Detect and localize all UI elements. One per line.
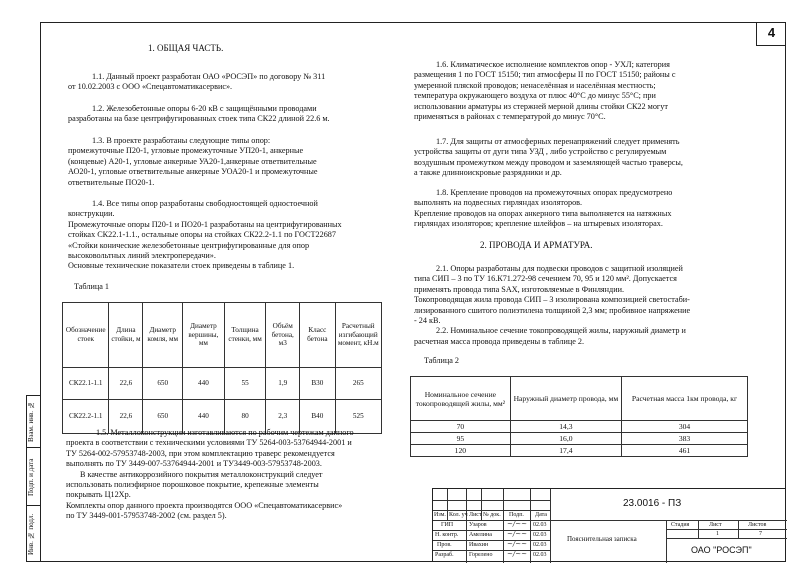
table1-header: Диаметр комля, мм xyxy=(143,303,183,368)
table1-header: Расчетный изгибающий момент, кН.м xyxy=(335,303,381,368)
table1-cell: 440 xyxy=(183,368,225,400)
stamp-date: 02.03 xyxy=(533,542,547,548)
signature: ~/~~ xyxy=(507,540,527,548)
stamp-col-header: Кол. уч xyxy=(449,512,468,518)
signature: ~/~~ xyxy=(507,530,527,538)
signature: ~/~~ xyxy=(507,520,527,528)
table1-cell: 55 xyxy=(224,368,266,400)
stamp-name: Узаров xyxy=(469,522,487,528)
table-row xyxy=(411,445,748,457)
para-1-5-block xyxy=(66,428,416,522)
para-2-1c: применять провода типа SAX, изготовляемые в Финляндии. xyxy=(414,284,625,294)
para-1-8d: гирляндах изоляторов; крепление шлейфов – на штыревых изоляторах. xyxy=(414,219,663,229)
table1-cell: В40 xyxy=(300,400,335,434)
table-row xyxy=(63,368,382,400)
para-1-8b: выполнять на подвесных гирляндах изоляторов. xyxy=(414,198,583,208)
stamp-role: Разраб. xyxy=(435,552,454,558)
section-2-heading: 2. ПРОВОДА И АРМАТУРА. xyxy=(480,240,593,250)
left-text-block xyxy=(68,72,408,93)
para-2-1e: лизированного сшитого полиэтилена толщиной 2,3 мм; пробивное напряжение xyxy=(414,305,691,315)
para-1-2b: разработаны на базе центрифугированных стоек типа СК22 длиной 22.6 м. xyxy=(68,114,330,124)
stamp-name: Горелено xyxy=(469,552,493,558)
table2-cell: 70 xyxy=(411,421,511,433)
table1-cell: 525 xyxy=(335,400,381,434)
table-row xyxy=(411,433,748,445)
stamp-col-header: № док. xyxy=(483,512,501,518)
stamp-col-header: Дата xyxy=(535,512,547,518)
para-1-3d: АО20-1, угловые ответвительные анкерные УОА20-1 и промежуточные xyxy=(68,167,318,177)
table1-header: Класс бетона xyxy=(300,303,335,368)
table-row xyxy=(411,421,748,433)
para-1-4g: Основные технические показатели стоек приведены в таблице 1. xyxy=(68,261,295,271)
para-2-2b: расчетная масса провода приведены в таблице 2. xyxy=(414,336,585,346)
table2-cell: 14,3 xyxy=(510,421,621,433)
para-1-1b: от 10.02.2003 с ООО «Спецавтоматикасервис». xyxy=(68,82,233,92)
para-1-3a: 1.3. В проекте разработаны следующие типы опор: xyxy=(92,136,271,145)
para-1-8c: Крепление проводов на опорах анкерного типа выполняется на натяжных xyxy=(414,208,672,218)
para-1-8-block xyxy=(414,188,754,230)
table1-cell: 265 xyxy=(335,368,381,400)
side-stamp xyxy=(26,395,40,562)
para-1-5i: по ТУ 3449-001-57953748-2002 (см. раздел 5). xyxy=(66,511,227,521)
table1-cell: 440 xyxy=(183,400,225,434)
stamp-col-header: Лист xyxy=(469,512,482,518)
table2-cell: 17,4 xyxy=(510,445,621,457)
table1-cell: 80 xyxy=(224,400,266,434)
table2-header-row xyxy=(411,377,748,421)
table1-cell: СК22.1-1.1 xyxy=(63,368,109,400)
table2-cell: 95 xyxy=(411,433,511,445)
para-1-7b: устройства защиты от дуги типа УЗД , либо устройство с регулируемым xyxy=(414,147,667,157)
table2-header: Номинальное сечение токопроводящей жилы, мм² xyxy=(411,377,511,421)
table1-cell: 650 xyxy=(143,368,183,400)
para-1-6e: использовании арматуры из стержней мерной длины стойки СК22 могут xyxy=(414,101,668,111)
para-1-3-block xyxy=(68,136,408,188)
para-1-5e: В качестве антикоррозийного покрытия металлоконструкций следует xyxy=(80,469,323,479)
stamp-col-header: Изм. xyxy=(434,512,446,518)
para-1-4f: высоковольтных линий электропередачи». xyxy=(68,251,216,261)
para-1-5f: использовать полиэфирное порошковое покрытие, крепежные элементы xyxy=(66,480,319,490)
table-1 xyxy=(62,302,382,434)
table2-cell: 16,0 xyxy=(510,433,621,445)
para-1-7c: воздушным промежутком между проводом и заземляющей частью траверсы, xyxy=(414,157,683,167)
table1-header: Объём бетона, м3 xyxy=(266,303,300,368)
para-1-6a: 1.6. Климатическое исполнение комплектов опор - УХЛ; категория xyxy=(436,60,670,69)
table2-caption: Таблица 2 xyxy=(424,356,460,365)
para-1-8a: 1.8. Крепление проводов на промежуточных опорах предусмотрено xyxy=(436,188,673,197)
para-1-6d: температура окружающего воздуха от плюс 40°С до минус 55°С; при xyxy=(414,91,656,101)
para-1-7d: а также длинноискровые разрядники и др. xyxy=(414,168,562,178)
side-label-signature: Подп. и дата xyxy=(27,458,35,496)
stamp-name: Амелина xyxy=(469,532,492,538)
para-1-3e: ответвительные ПО20-1. xyxy=(68,177,155,187)
stamp-date: 02.03 xyxy=(533,532,547,538)
para-1-4e: «Стойки конические железобетонные центрифугированные для опор xyxy=(68,240,310,250)
para-1-6c: умеренной пляской проводов; ненаселённая и населённая местность; xyxy=(414,80,656,90)
table1-cell: 1,9 xyxy=(266,368,300,400)
table1-cell: 22,6 xyxy=(109,368,143,400)
stamp-name: Ивахин xyxy=(469,542,489,548)
para-1-6f: применяться в районах с температурой до минус 70°С. xyxy=(414,112,606,122)
table1-header-row xyxy=(63,303,382,368)
table1-cell: 22,6 xyxy=(109,400,143,434)
para-1-5a: 1.5. Металлоконструкции изготавливаются по рабочим чертежам данного xyxy=(96,428,354,437)
stage-label: Стадия xyxy=(671,522,690,528)
table1-header: Толщина стенки, мм xyxy=(224,303,266,368)
para-1-3c: (концевые) А20-1, угловые анкерные УА20-1,анкерные ответвительные xyxy=(68,156,317,166)
sheet-label: Лист xyxy=(709,522,722,528)
title-block xyxy=(432,488,786,562)
para-1-5d: выполнять по ТУ 3449-007-53764944-2001 и ТУ3449-003-57953748-2003. xyxy=(66,459,322,469)
para-2-1a: 2.1. Опоры разработаны для подвески проводов с защитной изоляцией xyxy=(436,264,683,273)
para-1-4c: Промежуточные опоры П20-1 и ПО20-1 разработаны на центрифугированных xyxy=(68,219,342,229)
side-label-replace: Взам. инв. № xyxy=(27,401,35,443)
para-2-1d: Токопроводящая жила провода СИП – 3 изолирована композицией светостаби- xyxy=(414,295,690,305)
para-1-2-block xyxy=(68,104,408,125)
table1-cell: 2,3 xyxy=(266,400,300,434)
sheet-number: 1 xyxy=(716,531,719,537)
table-2 xyxy=(410,376,748,457)
para-1-4d: стойках СК22.1-1.1., остальные опоры на стойках СК22.2-1.1 по ГОСТ22687 xyxy=(68,230,336,240)
para-1-2a: 1.2. Железобетонные опоры 6-20 кВ с защищёнными проводами xyxy=(92,104,317,113)
table1-cell: СК22.2-1.1 xyxy=(63,400,109,434)
section-1-heading: 1. ОБЩАЯ ЧАСТЬ. xyxy=(148,43,224,53)
stamp-col-header: Подп. xyxy=(509,512,524,518)
table2-header: Наружный диаметр провода, мм xyxy=(510,377,621,421)
para-1-7a: 1.7. Для защиты от атмосферных перенапряжений следует применять xyxy=(436,137,680,146)
stamp-role: ГИП xyxy=(441,522,454,528)
para-1-1: 1.1. Данный проект разработан ОАО «РОСЭП» по договору № 311 xyxy=(92,72,326,81)
doc-title: Пояснительная записка xyxy=(567,535,637,543)
table1-header: Обозначение стоек xyxy=(63,303,109,368)
para-1-5c: ТУ 5264-002-57953748-2003, при этом комплектацию траверс рекомендуется xyxy=(66,448,335,458)
table1-caption: Таблица 1 xyxy=(74,282,110,291)
para-2-1-block xyxy=(414,264,754,347)
para-1-4-block xyxy=(68,199,408,272)
stamp-date: 02.03 xyxy=(533,522,547,528)
doc-code: 23.0016 - ПЗ xyxy=(623,498,682,509)
table2-cell: 304 xyxy=(622,421,748,433)
table2-cell: 120 xyxy=(411,445,511,457)
sheets-label: Листов xyxy=(748,522,767,528)
table1-header: Диаметр вершины, мм xyxy=(183,303,225,368)
para-1-4b: конструкции. xyxy=(68,209,115,219)
para-2-1f: - 24 кВ. xyxy=(414,316,441,326)
sheets-count: 7 xyxy=(759,531,762,537)
para-2-1b: типа СИП – 3 по ТУ 16.К71.272-98 сечением 70, 95 и 120 мм². Допускается xyxy=(414,274,677,284)
table1-cell: В30 xyxy=(300,368,335,400)
para-1-4a: 1.4. Все типы опор разработаны свободностоящей одностоечной xyxy=(92,199,318,208)
para-2-2a: 2.2. Номинальное сечение токопроводящей жилы, наружный диаметр и xyxy=(436,326,686,336)
organization: ОАО "РОСЭП" xyxy=(691,545,752,555)
para-1-5g: покрывать Ц12Хр. xyxy=(66,490,131,500)
para-1-5h: Комплекты опор данного проекта производятся ООО «Спецавтоматикасервис» xyxy=(66,500,343,510)
stamp-role: Н. контр. xyxy=(435,532,459,538)
signature: ~/~~ xyxy=(507,550,527,558)
para-1-6-block xyxy=(414,60,754,122)
table2-cell: 383 xyxy=(622,433,748,445)
table2-cell: 461 xyxy=(622,445,748,457)
table2-header: Расчетная масса 1км провода, кг xyxy=(622,377,748,421)
table1-cell: 650 xyxy=(143,400,183,434)
table1-header: Длина стойки, м xyxy=(109,303,143,368)
para-1-7-block xyxy=(414,137,754,179)
para-1-5b: проекта в соответствии с техническими условиями ТУ 5264-003-53764944-2001 и xyxy=(66,438,352,448)
stamp-date: 02.03 xyxy=(533,552,547,558)
stamp-role: Пров. xyxy=(437,542,452,548)
page-number: 4 xyxy=(756,22,786,46)
para-1-6b: размещения 1 по ГОСТ 15150; тип атмосферы II по ГОСТ 15150; районы с xyxy=(414,70,676,80)
side-label-inventory: Инв. № подл. xyxy=(27,513,35,555)
para-1-3b: промежуточные П20-1, угловые промежуточные УП20-1, анкерные xyxy=(68,146,304,156)
